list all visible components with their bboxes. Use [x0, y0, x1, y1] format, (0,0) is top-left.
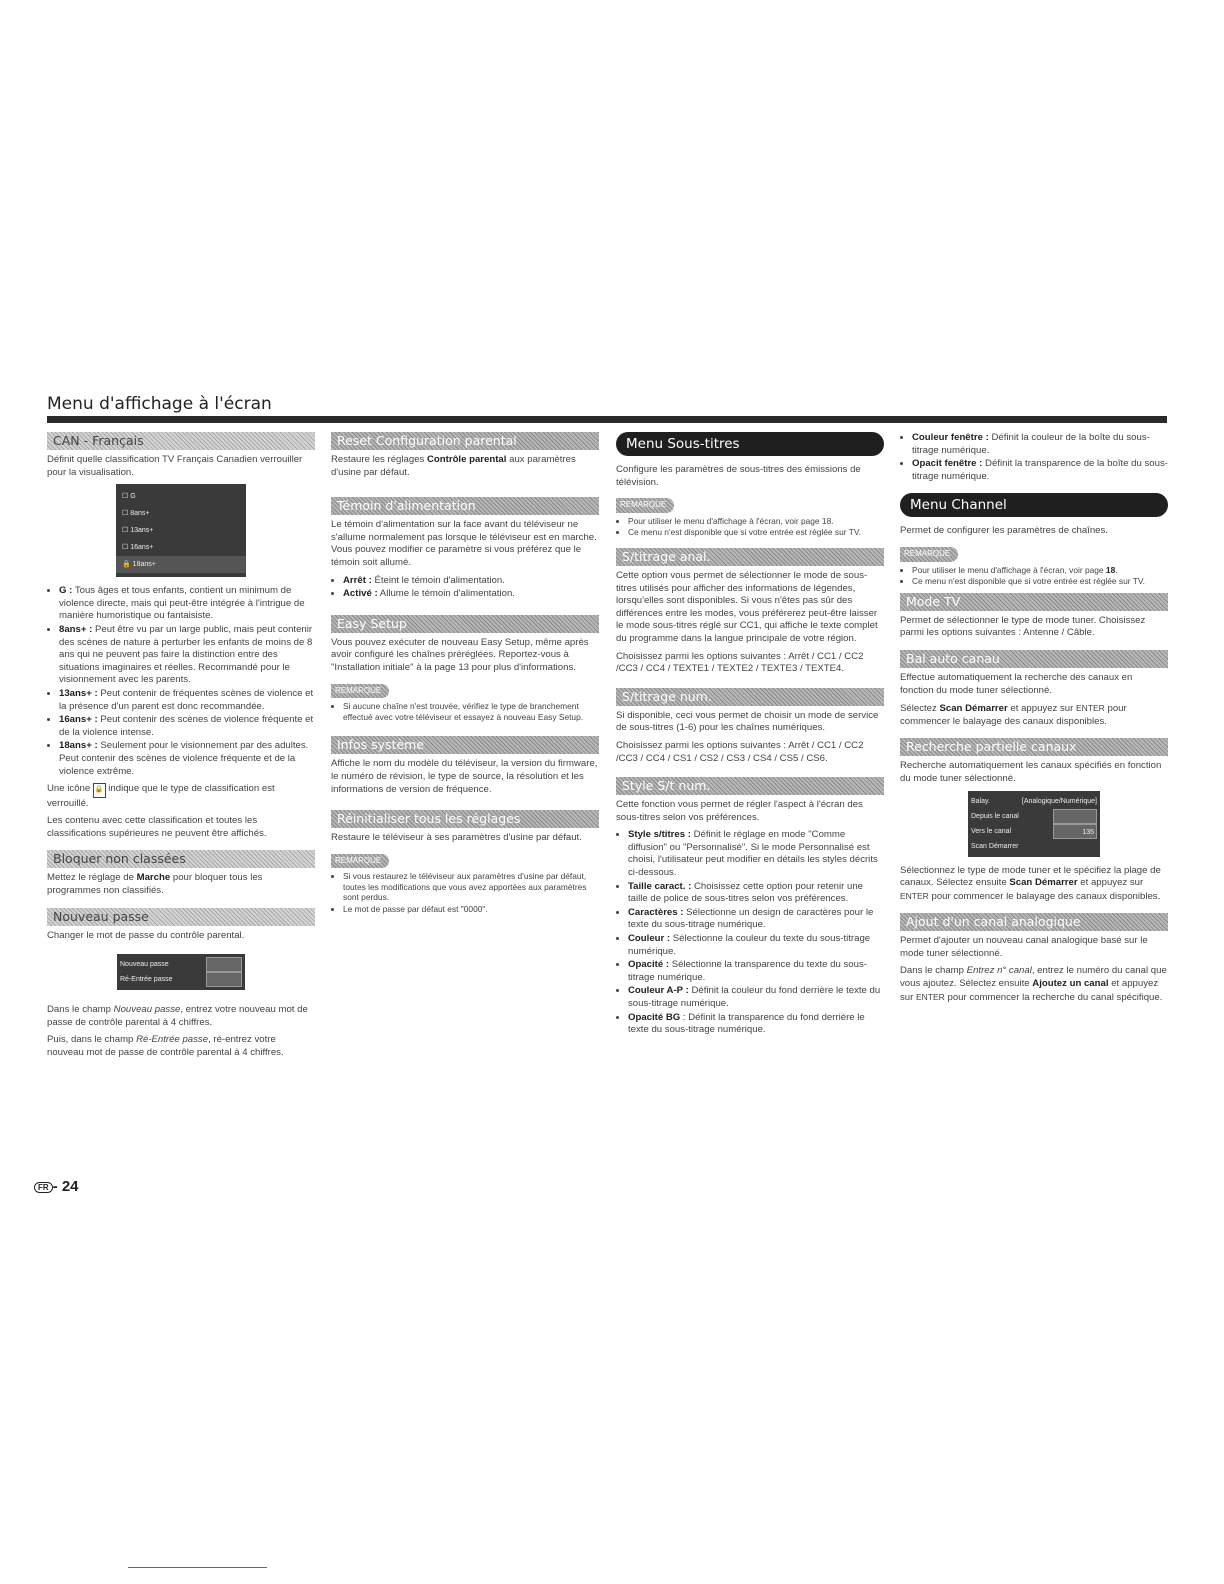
easy-notes: [331, 701, 599, 722]
list-item: • Opacité : Sélectionne la transparence du texte du sous-titrage numérique.: [628, 959, 884, 984]
section-header-reinit: Réinitialiser tous les réglages: [331, 810, 599, 828]
password-row: Nouveau passe: [117, 957, 245, 972]
temoin-description: Le témoin d'alimentation sur la face avant du téléviseur ne s'allume normalement pas lorsque le téléviseur est en marche. Vous pouvez modifier ce paramètre si vous préférez que le témoin soit allumé.: [331, 519, 597, 568]
section-header-mode-tv: Mode TV: [900, 593, 1168, 611]
window-list: [900, 432, 1168, 483]
pass-paragraph-1: Dans le champ Nouveau passe, entrez votre nouveau mot de passe de contrôle parental à 4 chiffres.: [47, 1004, 308, 1028]
style-description: Cette fonction vous permet de régler l'aspect à l'écran des sous-titres selon vos préférences.: [616, 799, 863, 823]
easy-description: Vous pouvez exécuter de nouveau Easy Setup, même après avoir configuré les chaînes préréglées. Reportez-vous à "Installation initiale" à la page 13 pour plus d'informations.: [331, 636, 589, 673]
bloquer-description: Mettez le réglage de Marche pour bloquer tous les programmes non classifiés.: [47, 872, 263, 897]
section-header-reset: Reset Configuration parental: [331, 432, 599, 450]
section-pill-channel: Menu Channel: [900, 493, 1168, 517]
scan-header-row: Balay. [Analogique/Numérique]: [971, 797, 1097, 805]
reinit-description: Restaure le téléviseur à ses paramètres d'usine par défaut.: [331, 832, 582, 844]
list-item: • Si vous restaurez le téléviseur aux paramètres d'usine par défaut, toutes les modifications que vous avez apportées aux paramètres sont perdus.: [343, 871, 599, 903]
section-header-nouveau-passe: Nouveau passe: [47, 908, 315, 926]
rating-note: Les contenu avec cette classification et toutes les classifications supérieures ne peuvent être affichés.: [47, 815, 267, 839]
section-header-ajout: Ajout d'un canal analogique: [900, 913, 1168, 931]
list-item: • Opacit fenêtre : Définit la transparence de la boîte du sous-titrage numérique.: [912, 458, 1168, 483]
list-item: • Couleur A-P : Définit la couleur du fond derrière le texte du sous-titrage numérique.: [628, 985, 884, 1010]
section-header-partielle: Recherche partielle canaux: [900, 738, 1168, 756]
reset-description: Restaure les réglages Contrôle parental aux paramètres d'usine par défaut.: [331, 454, 576, 478]
list-item: • Caractères : Sélectionne un design de caractères pour le texte du sous-titrage numérique.: [628, 907, 884, 932]
section-header-can: CAN - Français: [47, 432, 315, 450]
temoin-list: [331, 575, 599, 601]
bottom-rule: [128, 1567, 267, 1568]
list-item: • Pour utiliser le menu d'affichage à l'écran, voir page 18.: [912, 565, 1168, 576]
password-field: [206, 957, 242, 972]
title-rule: [47, 416, 1167, 423]
anal-description: Cette option vous permet de sélectionner le mode de sous-titres utilisés pour afficher des informations de légendes, lorsqu'elles sont disponibles. Si vous n'êtes pas sûr des différences entre les modes, vous préférerez peut-être laisser le mode sous-titres réglé sur CC1, qui affiche le texte complet du programme dans la langue principale de votre région.: [616, 569, 878, 644]
page-title: Menu d'affichage à l'écran: [47, 394, 272, 414]
sous-titres-description: Configure les paramètres de sous-titres des émissions de télévision.: [616, 464, 861, 488]
list-item: • 18ans+ : Seulement pour le visionnement par des adultes. Peut contenir des scènes de violence fréquente et de la violence extrême.: [59, 740, 315, 778]
rating-option: ☐ 8ans+: [122, 510, 150, 518]
list-item: • G : Tous âges et tous enfants, contient un minimum de violence directe, mais qui peut-être intégrée à l'intrigue de manière humoristique ou fantaisiste.: [59, 585, 315, 623]
infos-description: Affiche le nom du modèle du téléviseur, la version du firmware, le numéro de révision, le type de source, la résolution et les informations de version de fréquence.: [331, 758, 598, 795]
bal-auto-description: Effectue automatiquement la recherche des canaux en fonction du mode tuner sélectionné.: [900, 671, 1133, 696]
to-channel-field: 135: [1053, 824, 1097, 839]
rating-option: ☐ G: [122, 493, 136, 501]
list-item: • Style s/titres : Définit le réglage en mode "Comme diffusion" ou "Personnalisé". Si le mode Personnalisé est choisi, l'utilisateur peut modifier en détails les styles décrits ci-dessous.: [628, 829, 884, 879]
password-row: Ré-Entrée passe: [117, 972, 245, 987]
scan-row: Scan Démarrer: [971, 842, 1019, 850]
list-item: • Pour utiliser le menu d'affichage à l'écran, voir page 18.: [628, 516, 884, 527]
num-options: Choisissez parmi les options suivantes : Arrêt / CC1 / CC2 /CC3 / CC4 / CS1 / CS2 / CS3 / CS4 / CS5 / CS6.: [616, 739, 864, 764]
rating-option-locked: 🔒 18ans+: [116, 556, 246, 573]
icon-note: Une icône 🔒 indique que le type de classification est verrouillé.: [47, 783, 275, 809]
ajout-description: Permet d'ajouter un nouveau canal analogique basé sur le mode tuner sélectionné.: [900, 935, 1148, 959]
reinit-notes: [331, 871, 599, 914]
list-item: • Opacité BG : Définit la transparence du fond derrière le texte du sous-titrage numérique.: [628, 1012, 884, 1037]
pass-paragraph-2: Puis, dans le champ Ré-Entrée passe, ré-entrez votre nouveau mot de passe de contrôle parental à 4 chiffres.: [47, 1034, 284, 1059]
ajout-instructions: Dans le champ Entrez n° canal, entrez le numéro du canal que vous ajoutez. Sélectez ensuite Ajoutez un canal et appuyez sur ENTER pour commencer la recherche du canal spécifique.: [900, 965, 1167, 1003]
list-item: • Activé : Allume le témoin d'alimentation.: [343, 588, 599, 601]
scan-screen: [968, 791, 1100, 857]
note-badge: REMARQUE: [331, 684, 389, 699]
list-item: • Taille caract. : Choisissez cette option pour retenir une taille de police de sous-titres selon vos préférences.: [628, 881, 884, 906]
section-pill-sous-titres: Menu Sous-titres: [616, 432, 884, 456]
column-2: [331, 432, 599, 920]
list-item: • Si aucune chaîne n'est trouvée, vérifiez le type de branchement effectué avec votre téléviseur et essayez à nouveau Easy Setup.: [343, 701, 599, 722]
rating-list: [47, 585, 315, 778]
channel-description: Permet de configurer les paramètres de chaînes.: [900, 525, 1108, 537]
list-item: • Arrêt : Éteint le témoin d'alimentation.: [343, 575, 599, 588]
section-header-style: Style S/t num.: [616, 777, 884, 795]
anal-options: Choisissez parmi les options suivantes : Arrêt / CC1 / CC2 /CC3 / CC4 / TEXTE1 / TEXTE2 / TEXTE3 / TEXTE4.: [616, 650, 864, 675]
partielle-instructions: Sélectionnez le type de mode tuner et le spécifiez la plage de canaux. Sélectez ensuite Scan Démarrer et appuyez sur ENTER pour commencer le balayage des canaux disponibles.: [900, 864, 1161, 902]
list-item: • Le mot de passe par défaut est "0000".: [343, 904, 599, 915]
scan-row: Vers le canal 135: [968, 824, 1100, 839]
channel-notes: [900, 565, 1168, 587]
sous-titres-notes: [616, 516, 884, 538]
list-item: • 8ans+ : Peut être vu par un large public, mais peut contenir des scènes de nature à perturber les enfants de moins de 8 ans qui ne peuvent pas faire la distinction entre des situations imaginaires et réelles. Recommandé pour le visionnement avec les parents.: [59, 624, 315, 687]
num-description: Si disponible, ceci vous permet de choisir un mode de service de sous-titres (1-6) pour les chaînes numériques.: [616, 709, 879, 734]
section-header-bal-auto: Bal auto canau: [900, 650, 1168, 668]
partielle-description: Recherche automatiquement les canaux spécifiés en fonction du mode tuner sélectionné.: [900, 760, 1162, 784]
section-header-temoin: Témoin d'alimentation: [331, 497, 599, 515]
note-badge: REMARQUE: [900, 547, 958, 562]
language-badge: FR: [34, 1182, 53, 1193]
lock-icon: 🔒: [93, 783, 106, 798]
rating-option: ☐ 13ans+: [122, 527, 154, 535]
section-header-easy-setup: Easy Setup: [331, 615, 599, 633]
note-badge: REMARQUE: [616, 498, 674, 513]
rating-option: ☐ 16ans+: [122, 544, 154, 552]
section-header-num: S/titrage num.: [616, 688, 884, 706]
lock-icon: 🔒: [122, 561, 131, 569]
style-list: [616, 829, 884, 1037]
column-3: [616, 432, 884, 1042]
note-badge: REMARQUE: [331, 854, 389, 869]
scan-row: Depuis le canal: [968, 809, 1100, 824]
can-description: Définit quelle classification TV Français Canadien verrouiller pour la visualisation.: [47, 454, 303, 478]
column-4: [900, 432, 1168, 1009]
bal-auto-instructions: Sélectez Scan Démarrer et appuyez sur ENTER pour commencer le balayage des canaux disponibles.: [900, 703, 1127, 727]
list-item: • 13ans+ : Peut contenir de fréquentes scènes de violence et la présence d'un parent est donc recommandée.: [59, 688, 315, 713]
pass-description: Changer le mot de passe du contrôle parental.: [47, 929, 245, 941]
from-channel-field: [1053, 809, 1097, 824]
list-item: • Ce menu n'est disponible que si votre entrée est réglée sur TV.: [628, 527, 884, 538]
section-header-bloquer: Bloquer non classées: [47, 850, 315, 868]
list-item: • Couleur : Sélectionne la couleur du texte du sous-titrage numérique.: [628, 933, 884, 958]
mode-tv-description: Permet de sélectionner le type de mode tuner. Choisissez parmi les options suivantes : Antenne / Câble.: [900, 614, 1146, 639]
list-item: • 16ans+ : Peut contenir des scènes de violence fréquente et de la violence intense.: [59, 714, 315, 739]
column-1: [47, 432, 315, 1065]
list-item: • Ce menu n'est disponible que si votre entrée est réglée sur TV.: [912, 576, 1168, 587]
page-number: FR - 24: [34, 1178, 79, 1195]
password-confirm-field: [206, 972, 242, 987]
ratings-screen: [116, 484, 246, 577]
section-header-infos: Infos système: [331, 736, 599, 754]
list-item: • Couleur fenêtre : Définit la couleur de la boîte du sous-titrage numérique.: [912, 432, 1168, 457]
password-screen: [117, 954, 245, 990]
section-header-anal: S/titrage anal.: [616, 548, 884, 566]
